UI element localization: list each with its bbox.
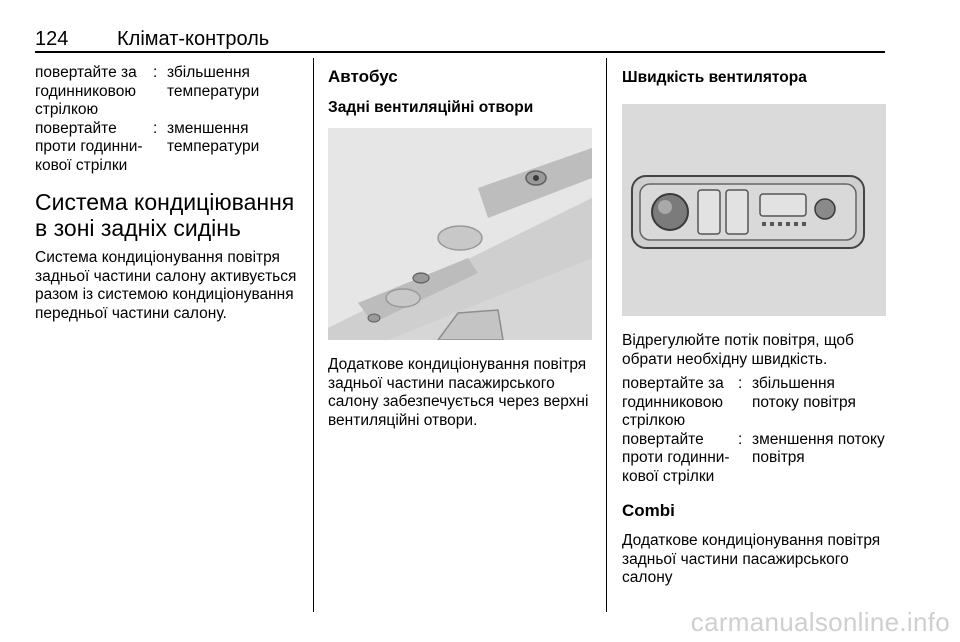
section-heading: Автобус [328, 67, 398, 86]
definition-description: зменшення потоку повітря [752, 430, 885, 466]
definition-colon: : [153, 64, 158, 81]
subsection-heading: Задні вентиляційні отвори [328, 99, 534, 116]
chapter-title: Клімат-контроль [117, 28, 270, 50]
definition-row [622, 375, 886, 431]
definition-colon: : [738, 375, 743, 392]
section-paragraph: Додаткове кондиціонування повітря задньої частини пасажирського салону забезпечується через верхні вентиляційні отвори. [328, 356, 589, 429]
definition-description: збільшення температури [167, 64, 260, 100]
definition-row [35, 64, 297, 120]
definition-row [35, 120, 297, 176]
section-heading: Combi [622, 501, 675, 520]
definition-description: збільшення потоку повітря [752, 375, 856, 411]
column-divider-2 [606, 58, 607, 612]
page-number: 124 [35, 28, 69, 50]
section-paragraph: Система кондиціонування повітря задньої частини салону активується разом із системою кондиціонування передньої частини салону. [35, 249, 297, 322]
rear-vents-icon [328, 128, 592, 340]
section-heading: Система кондиціювання в зоні задніх сидінь [35, 189, 295, 241]
column-2 [328, 64, 592, 430]
section-paragraph: Додаткове кондиціонування повітря задньої частини пасажирського салону [622, 532, 881, 586]
definition-description: зменшення температури [167, 119, 260, 155]
section-paragraph: Відрегулюйте потік повітря, щоб обрати необхідну швидкість. [622, 332, 854, 368]
watermark: carmanualsonline.info [690, 607, 950, 637]
header-rule [35, 51, 885, 53]
rear-vents-illustration [328, 128, 592, 340]
column-1 [35, 64, 297, 323]
fan-speed-illustration [622, 104, 886, 316]
definition-term: повертайте проти годинни- кової стрілки [622, 430, 730, 485]
page-header [35, 24, 885, 54]
definition-row [622, 431, 886, 487]
definition-colon: : [738, 430, 743, 448]
fan-control-panel-icon [622, 104, 886, 316]
column-divider-1 [313, 58, 314, 612]
definition-term: повертайте за годинниковою стрілкою [35, 64, 137, 118]
definition-colon: : [153, 119, 158, 137]
column-3 [622, 64, 886, 588]
definition-term: повертайте за годинниковою стрілкою [622, 375, 724, 429]
subsection-heading: Швидкість вентилятора [622, 69, 807, 86]
definition-term: повертайте проти годинни- кової стрілки [35, 119, 143, 174]
